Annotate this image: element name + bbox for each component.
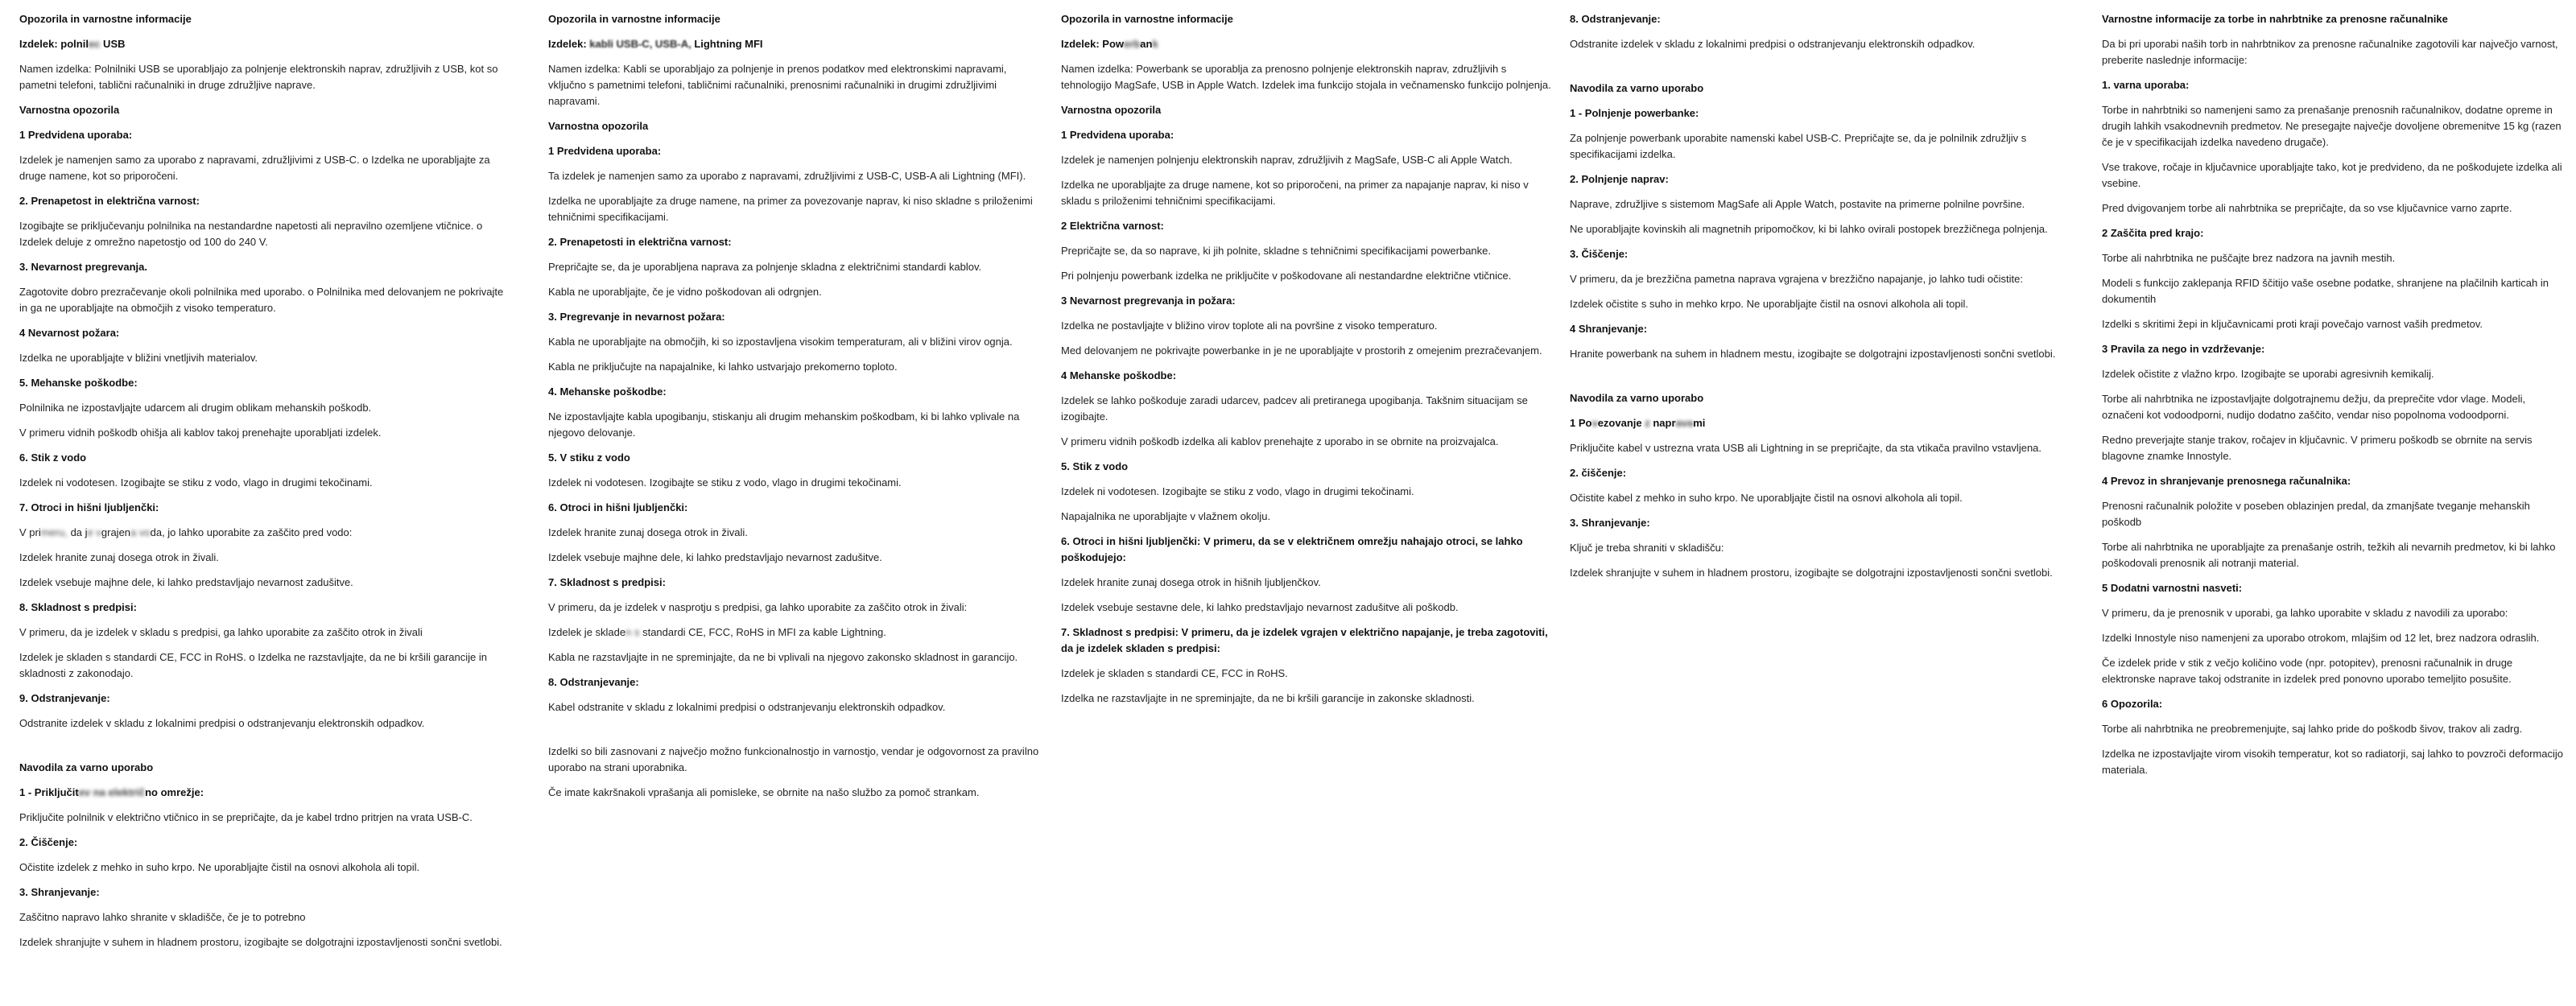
paragraph: Pri polnjenju powerbank izdelka ne priključite v poškodovane ali nestandardne električne vtičnice. <box>1061 270 1512 282</box>
section-heading: 2. Čiščenje: <box>19 836 78 848</box>
column-5 <box>2102 11 2567 787</box>
paragraph: V primeru, da je vgrajena voda, jo lahko uporabite za zaščito pred vodo: <box>19 526 353 538</box>
paragraph: Ne izpostavljajte kabla upogibanju, stiskanju ali drugim mehanskim poškodbam, ki bi lahko vplivale na njegovo delovanje. <box>548 410 1020 439</box>
paragraph: Izdelek vsebuje sestavne dele, ki lahko predstavljajo nevarnost zadušitve ali poškodb. <box>1061 601 1459 613</box>
paragraph: Izdelka ne uporabljajte za druge namene, na primer za povezovanje naprav, ki niso skladne s priloženimi tehničnimi specifikacijami. <box>548 195 1033 223</box>
paragraph: Odstranite izdelek v skladu z lokalnimi predpisi o odstranjevanju elektronskih odpadkov. <box>1570 38 1975 50</box>
paragraph: Modeli s funkcijo zaklepanja RFID ščitijo vaše osebne podatke, shranjene na plačilnih karticah in dokumentih <box>2102 277 2549 305</box>
section-heading: 1 Predvidena uporaba: <box>1061 129 1174 141</box>
paragraph: Pred dvigovanjem torbe ali nahrbtnika se prepričajte, da so vse ključavnice varno zaprte. <box>2102 202 2512 214</box>
section-gap <box>548 724 1041 744</box>
section-heading: Navodila za varno uporabo <box>1570 82 1704 94</box>
section-heading: 3 Nevarnost pregrevanja in požara: <box>1061 295 1236 307</box>
blurred-text: k <box>1152 38 1158 50</box>
section-heading: Opozorila in varnostne informacije <box>19 13 192 25</box>
paragraph: Prepričajte se, da je uporabljena naprava za polnjenje skladna z električnimi standardi kablov. <box>548 261 982 273</box>
paragraph: V primeru, da je brezžična pametna naprava vgrajena v brezžično napajanje, jo lahko tudi očistite: <box>1570 273 2023 285</box>
paragraph: Priključite polnilnik v električno vtičnico in se prepričajte, da je kabel trdno pritrjen na vrata USB-C. <box>19 811 473 823</box>
section-heading: 1 - Polnjenje powerbanke: <box>1570 107 1699 119</box>
section-heading: 2 Električna varnost: <box>1061 220 1164 232</box>
paragraph: Izdelek se lahko poškoduje zaradi udarcev, padcev ali pretiranega upogibanja. Takšnim situacijam se izogibajte. <box>1061 394 1528 423</box>
paragraph: Izdelek shranjujte v suhem in hladnem prostoru, izogibajte se dolgotrajni izpostavljenosti sončni svetlobi. <box>19 936 502 948</box>
section-heading: Navodila za varno uporabo <box>19 761 154 773</box>
paragraph: Izdelek hranite zunaj dosega otrok in živali. <box>19 551 219 563</box>
paragraph: Ne uporabljajte kovinskih ali magnetnih pripomočkov, ki bi lahko ovirali postopek brezžičnega polnjenja. <box>1570 223 2048 235</box>
blurred-text: ev na električ <box>78 786 146 798</box>
section-gap <box>19 740 512 760</box>
blurred-text: meru, <box>40 526 68 538</box>
paragraph: V primeru, da je prenosnik v uporabi, ga lahko uporabite v skladu z navodili za uporabo: <box>2102 607 2508 619</box>
section-heading: 4. Mehanske poškodbe: <box>548 385 667 398</box>
section-heading: 4 Nevarnost požara: <box>19 327 120 339</box>
paragraph: Polnilnika ne izpostavljajte udarcem ali drugim oblikam mehanskih poškodb. <box>19 402 372 414</box>
section-heading: 7. Otroci in hišni ljubljenčki: <box>19 501 159 513</box>
blurred-text: erb <box>1124 38 1141 50</box>
section-gap <box>1570 61 2062 80</box>
blurred-text: ava <box>1675 417 1694 429</box>
paragraph: Za polnjenje powerbank uporabite namenski kabel USB-C. Prepričajte se, da je polnilnik združljiv s specifikacijami izdelka. <box>1570 132 2027 160</box>
paragraph: Napajalnika ne uporabljajte v vlažnem okolju. <box>1061 510 1271 522</box>
paragraph: Če imate kakršnakoli vprašanja ali pomisleke, se obrnite na našo službo za pomoč strankam. <box>548 786 980 798</box>
paragraph: Vse trakove, ročaje in ključavnice uporabljajte tako, kot je predvideno, da ne poškodujete izdelka ali vsebine. <box>2102 161 2562 189</box>
section-heading: 8. Skladnost s predpisi: <box>19 601 137 613</box>
paragraph: Izdelki so bili zasnovani z največjo možno funkcionalnostjo in varnostjo, vendar je odgovornost za pravilno uporabo na strani uporabnika. <box>548 745 1039 773</box>
section-heading: 4 Prevoz in shranjevanje prenosnega računalnika: <box>2102 475 2351 487</box>
paragraph: Da bi pri uporabi naših torb in nahrbtnikov za prenosne računalnike zagotovili kar največjo varnost, preberite naslednje informacije: <box>2102 38 2558 66</box>
blurred-text: kabli USB-C, USB-A, <box>589 38 691 50</box>
paragraph: Izdelek je skladen s standardi CE, FCC in RoHS. o Izdelka ne razstavljajte, da ne bi kršili garancije in skladnosti z zakonodajo. <box>19 651 487 679</box>
section-heading: 6. Otroci in hišni ljubljenčki: <box>548 501 688 513</box>
section-heading: 7. Skladnost s predpisi: V primeru, da je izdelek vgrajen v električno napajanje, je treba zagotoviti, da je izdelek skladen s predpisi: <box>1061 626 1548 654</box>
paragraph: Kabel odstranite v skladu z lokalnimi predpisi o odstranjevanju elektronskih odpadkov. <box>548 701 946 713</box>
section-heading: 4 Shranjevanje: <box>1570 323 1648 335</box>
paragraph: Izdelek očistite z vlažno krpo. Izogibajte se uporabi agresivnih kemikalij. <box>2102 368 2434 380</box>
section-heading: 7. Skladnost s predpisi: <box>548 576 666 588</box>
paragraph: Izdelek je namenjen samo za uporabo z napravami, združljivimi z USB-C. o Izdelka ne uporabljajte za druge namene, kot so priporočeni. <box>19 154 490 182</box>
section-heading: 1 Predvidena uporaba: <box>19 129 133 141</box>
paragraph: Izdelek ni vodotesen. Izogibajte se stiku z vodo, vlago in drugimi tekočinami. <box>19 476 373 489</box>
paragraph: Izdelek hranite zunaj dosega otrok in hišnih ljubljenčkov. <box>1061 576 1321 588</box>
section-heading: 6. Otroci in hišni ljubljenčki: V primeru, da se v električnem omrežju nahajajo otroci, se lahko poškodujejo: <box>1061 535 1523 563</box>
paragraph: Izdelki s skritimi žepi in ključavnicami proti kraji povečajo varnost vaših predmetov. <box>2102 318 2483 330</box>
blurred-text: e v <box>87 526 101 538</box>
paragraph: V primeru vidnih poškodb ohišja ali kablov takoj prenehajte uporabljati izdelek. <box>19 427 382 439</box>
paragraph: V primeru vidnih poškodb izdelka ali kablov prenehajte z uporabo in se obrnite na proizvajalca. <box>1061 435 1499 447</box>
section-heading: 3 Pravila za nego in vzdrževanje: <box>2102 343 2265 355</box>
paragraph: Izdelek je skladen s standardi CE, FCC, RoHS in MFI za kable Lightning. <box>548 626 886 638</box>
paragraph: Redno preverjajte stanje trakov, ročajev in ključavnic. V primeru poškodb se obrnite na servis blagovne znamke Innostyle. <box>2102 434 2533 462</box>
paragraph: Izdelka ne razstavljajte in ne spreminjajte, da ne bi kršili garancije in zakonske skladnosti. <box>1061 692 1475 704</box>
section-heading: 1 Povezovanje z napravami <box>1570 417 1706 429</box>
section-heading: 2. Prenapetost in električna varnost: <box>19 195 200 207</box>
paragraph: V primeru, da je izdelek v skladu s predpisi, ga lahko uporabite za zaščito otrok in živali <box>19 626 423 638</box>
paragraph: Torbe ali nahrbtnika ne uporabljajte za prenašanje ostrih, težkih ali nevarnih predmetov, ki bi lahko poškodovali prenosnik ali notranji material. <box>2102 541 2556 569</box>
paragraph: Izdelek vsebuje majhne dele, ki lahko predstavljajo nevarnost zadušitve. <box>548 551 882 563</box>
paragraph: Zagotovite dobro prezračevanje okoli polnilnika med uporabo. o Polnilnika med delovanjem ne pokrivajte in ga ne uporabljajte na območjih z visoko temperaturo. <box>19 286 504 314</box>
column-2 <box>548 11 1041 810</box>
paragraph: Ta izdelek je namenjen samo za uporabo z napravami, združljivimi z USB-C, USB-A ali Lightning (MFI). <box>548 170 1026 182</box>
section-heading: Izdelek: Powerbank <box>1061 38 1158 50</box>
paragraph: Izdelek vsebuje majhne dele, ki lahko predstavljajo nevarnost zadušitve. <box>19 576 353 588</box>
paragraph: Izdelka ne postavljajte v bližino virov toplote ali na površine z visoko temperaturo. <box>1061 320 1438 332</box>
blurred-text: z <box>1645 417 1650 429</box>
blurred-text: n s <box>625 626 640 638</box>
paragraph: Namen izdelka: Kabli se uporabljajo za polnjenje in prenos podatkov med elektronskimi napravami, vključno s pametnimi telefoni, tabličnimi računalniki, prenosnimi računalniki in drugimi združljivimi napravami. <box>548 63 1007 107</box>
paragraph: Priključite kabel v ustrezna vrata USB ali Lightning in se prepričajte, da sta vtikača pravilno vstavljena. <box>1570 442 2042 454</box>
paragraph: Izdelek ni vodotesen. Izogibajte se stiku z vodo, vlago in drugimi tekočinami. <box>1061 485 1414 497</box>
section-heading: 5 Dodatni varnostni nasveti: <box>2102 582 2243 594</box>
paragraph: Kabla ne uporabljajte, če je vidno poškodovan ali odrgnjen. <box>548 286 822 298</box>
section-heading: 2. Polnjenje naprav: <box>1570 173 1669 185</box>
paragraph: Torbe in nahrbtniki so namenjeni samo za prenašanje prenosnih računalnikov, dodatne opreme in drugih lahkih vsakodnevnih predmetov. Ne presegajte največje dovoljene obremenitve 15 kg (razen če je v specifikacijah izdelka navedeno drugače). <box>2102 104 2562 148</box>
paragraph: Zaščitno napravo lahko shranite v skladišče, če je to potrebno <box>19 911 306 923</box>
section-heading: 3. Shranjevanje: <box>1570 517 1650 529</box>
blurred-text: a vo <box>130 526 151 538</box>
paragraph: Namen izdelka: Powerbank se uporablja za prenosno polnjenje elektronskih naprav, združljivih s tehnologijo MagSafe, USB in Apple Watch. Izdelek ima funkcijo stojala in večnamensko funkcijo polnjenja. <box>1061 63 1551 91</box>
paragraph: Ključ je treba shraniti v skladišču: <box>1570 542 1724 554</box>
blurred-text: ec <box>88 38 101 50</box>
paragraph: Kabla ne razstavljajte in ne spreminjajte, da ne bi vplivali na njegovo zakonsko skladnost in garancijo. <box>548 651 1018 663</box>
paragraph: Torbe ali nahrbtnika ne izpostavljajte dolgotrajnemu dežju, da preprečite vdor vlage. Modeli, označeni kot vodoodporni, nudijo dodatno zaščito, vendar niso popolnoma vodoodporni. <box>2102 393 2526 421</box>
paragraph: Prenosni računalnik položite v poseben oblazinjen predal, da zmanjšate tveganje mehanskih poškodb <box>2102 500 2530 528</box>
paragraph: Odstranite izdelek v skladu z lokalnimi predpisi o odstranjevanju elektronskih odpadkov. <box>19 717 425 729</box>
column-3 <box>1061 11 1554 715</box>
paragraph: Torbe ali nahrbtnika ne preobremenjujte, saj lahko pride do poškodb šivov, trakov ali zadrg. <box>2102 723 2523 735</box>
section-heading: 3. Čiščenje: <box>1570 248 1629 260</box>
section-heading: 5. V stiku z vodo <box>548 451 630 464</box>
blurred-text: v <box>1591 417 1598 429</box>
section-heading: 3. Shranjevanje: <box>19 886 100 898</box>
paragraph: Izogibajte se priključevanju polnilnika na nestandardne napetosti ali nepravilno ozemljene vtičnice. o Izdelek deluje z omrežno napetostjo od 100 do 240 V. <box>19 220 483 248</box>
section-heading: 8. Odstranjevanje: <box>548 676 639 688</box>
section-heading: 6 Opozorila: <box>2102 698 2163 710</box>
section-heading: Izdelek: kabli USB-C, USB-A, Lightning MFI <box>548 38 763 50</box>
paragraph: Naprave, združljive s sistemom MagSafe ali Apple Watch, postavite na primerne polnilne površine. <box>1570 198 2025 210</box>
section-heading: 2 Zaščita pred krajo: <box>2102 227 2204 239</box>
section-heading: 5. Mehanske poškodbe: <box>19 377 138 389</box>
paragraph: Izdelek hranite zunaj dosega otrok in živali. <box>548 526 748 538</box>
section-heading: 8. Odstranjevanje: <box>1570 13 1661 25</box>
section-heading: Varnostna opozorila <box>548 120 649 132</box>
section-gap <box>1570 371 2062 390</box>
column-1 <box>19 11 512 959</box>
paragraph: Očistite izdelek z mehko in suho krpo. Ne uporabljajte čistil na osnovi alkohola ali topil. <box>19 861 420 873</box>
paragraph: Izdelek je skladen s standardi CE, FCC in RoHS. <box>1061 667 1288 679</box>
section-heading: 2. čiščenje: <box>1570 467 1627 479</box>
paragraph: Izdelki Innostyle niso namenjeni za uporabo otrokom, mlajšim od 12 let, brez nadzora odraslih. <box>2102 632 2540 644</box>
paragraph: Torbe ali nahrbtnika ne puščajte brez nadzora na javnih mestih. <box>2102 252 2396 264</box>
section-heading: 3. Pregrevanje in nevarnost požara: <box>548 311 725 323</box>
paragraph: Izdelek očistite s suho in mehko krpo. Ne uporabljajte čistil na osnovi alkohola ali topil. <box>1570 298 1968 310</box>
section-heading: Opozorila in varnostne informacije <box>1061 13 1233 25</box>
paragraph: Če izdelek pride v stik z večjo količino vode (npr. potopitev), prenosni računalnik in druge elektronske naprave takoj odstranite in izdelek pred ponovno uporabo temeljito posušite. <box>2102 657 2513 685</box>
paragraph: Izdelek ni vodotesen. Izogibajte se stiku z vodo, vlago in drugimi tekočinami. <box>548 476 902 489</box>
paragraph: Očistite kabel z mehko in suho krpo. Ne uporabljajte čistil na osnovi alkohola ali topil. <box>1570 492 1963 504</box>
section-heading: 1 Predvidena uporaba: <box>548 145 662 157</box>
section-heading: 1 - Priključitev na električno omrežje: <box>19 786 204 798</box>
paragraph: Izdelek je namenjen polnjenju elektronskih naprav, združljivih z MagSafe, USB-C ali Apple Watch. <box>1061 154 1513 166</box>
section-heading: 4 Mehanske poškodbe: <box>1061 369 1177 381</box>
section-heading: 9. Odstranjevanje: <box>19 692 110 704</box>
section-heading: Varnostna opozorila <box>1061 104 1162 116</box>
section-heading: Varnostna opozorila <box>19 104 120 116</box>
paragraph: Kabla ne uporabljajte na območjih, ki so izpostavljena visokim temperaturam, ali v bližini virov ognja. <box>548 336 1013 348</box>
section-heading: Navodila za varno uporabo <box>1570 392 1704 404</box>
section-heading: Izdelek: polnilec USB <box>19 38 126 50</box>
paragraph: Izdelka ne izpostavljajte virom visokih temperatur, kot so radiatorji, saj lahko to povzroči deformacijo materiala. <box>2102 748 2563 776</box>
paragraph: Izdelek shranjujte v suhem in hladnem prostoru, izogibajte se dolgotrajni izpostavljenosti sončni svetlobi. <box>1570 567 2053 579</box>
paragraph: Izdelka ne uporabljajte za druge namene, kot so priporočeni, na primer za napajanje naprav, ki niso v skladu s priloženimi tehničnimi specifikacijami. <box>1061 179 1529 207</box>
section-heading: Varnostne informacije za torbe in nahrbtnike za prenosne računalnike <box>2102 13 2448 25</box>
paragraph: Prepričajte se, da so naprave, ki jih polnite, skladne s tehničnimi specifikacijami powerbanke. <box>1061 245 1491 257</box>
paragraph: Namen izdelka: Polnilniki USB se uporabljajo za polnjenje elektronskih naprav, združljivih z USB, kot so pametni telefoni, tablični računalniki in druge združljive naprave. <box>19 63 498 91</box>
section-heading: 3. Nevarnost pregrevanja. <box>19 261 147 273</box>
paragraph: Hranite powerbank na suhem in hladnem mestu, izogibajte se dolgotrajni izpostavljenosti sončni svetlobi. <box>1570 348 2056 360</box>
section-heading: 5. Stik z vodo <box>1061 460 1129 472</box>
section-heading: Opozorila in varnostne informacije <box>548 13 720 25</box>
section-heading: 2. Prenapetosti in električna varnost: <box>548 236 732 248</box>
paragraph: Izdelka ne uporabljajte v bližini vnetljivih materialov. <box>19 352 258 364</box>
paragraph: V primeru, da je izdelek v nasprotju s predpisi, ga lahko uporabite za zaščito otrok in živali: <box>548 601 968 613</box>
section-heading: 1. varna uporaba: <box>2102 79 2190 91</box>
paragraph: Med delovanjem ne pokrivajte powerbanke in je ne uporabljajte v prostorih z omejenim prezračevanjem. <box>1061 344 1542 357</box>
section-heading: 6. Stik z vodo <box>19 451 87 464</box>
column-4 <box>1570 11 2062 590</box>
paragraph: Kabla ne priključujte na napajalnike, ki lahko ustvarjajo prekomerno toploto. <box>548 361 898 373</box>
